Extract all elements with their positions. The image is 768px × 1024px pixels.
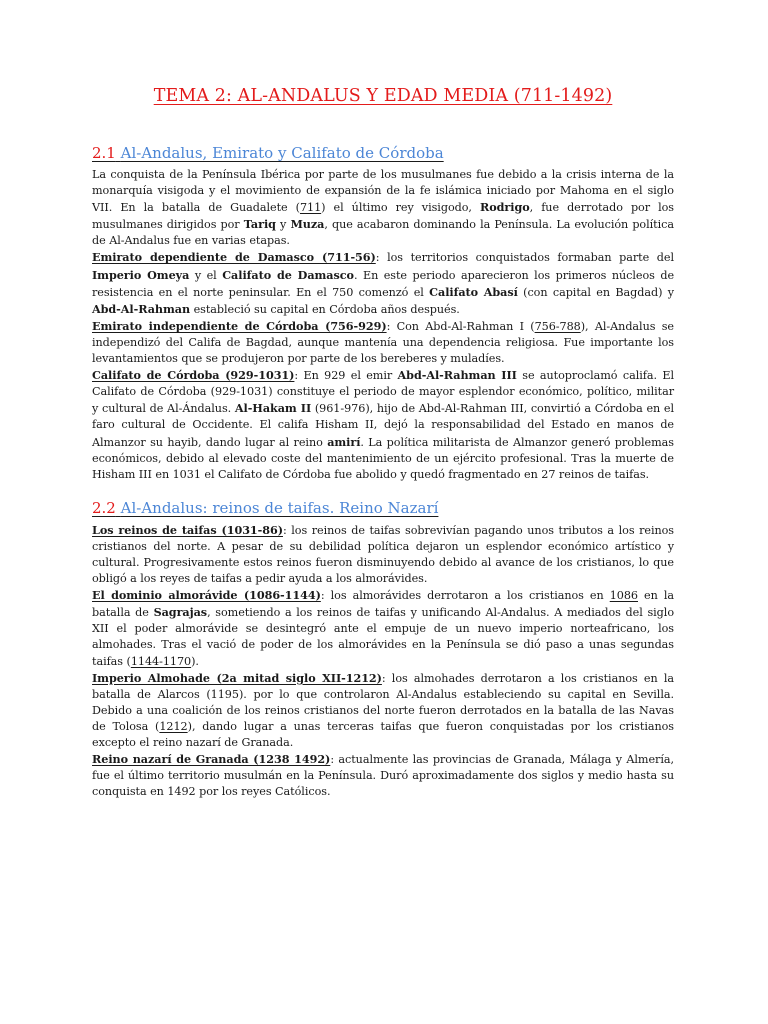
text-run: . En este periodo aparecieron los primeros núcleos de resistencia en el norte peninsular. En el 750 comenzó el [92,268,675,299]
bold-term: Rodrigo [479,200,530,215]
text-run: , sometiendo a los reinos de taifas y unificando Al-Andalus. A mediados del siglo XII el poder almorávide se desintegró ante el empuje de un nuevo imperio norteafricano, los almohades. Tras el vació de poder de los almorávides en la Península se dió paso a unas segundas taifas ( [92,606,675,668]
section-heading [92,144,674,162]
section-title: Al-Andalus: reinos de taifas. Reino Nazarí [120,498,439,517]
period-heading: El dominio almorávide (1086-1144) [92,588,321,603]
text-run: (con capital en Bagdad) y [517,285,674,299]
document-page [92,86,674,800]
bold-term: Al-Hakam II [234,401,312,416]
text-run: : actualmente las provincias de Granada, Málaga y Almería, fue el último territorio musulmán en la Península. Duró aproximadamente dos siglos y medio hasta su conquista en 1492 por los reyes Católicos. [92,753,674,799]
period-heading: Emirato independiente de Córdoba (756-929) [92,318,387,333]
section-2 [92,499,674,801]
text-run: : En 929 el emir [294,369,398,383]
bold-term: Muza [290,217,325,232]
section-number: 2.2 [92,498,116,517]
text-run: ), dando lugar a unas terceras taifas que fueron conquistadas por los cristianos excepto el reino nazarí de Granada. [92,719,675,749]
text-run: : los territorios conquistados formaban parte del [375,251,674,265]
document-title: TEMA 2: AL-ANDALUS Y EDAD MEDIA (711-1492) [153,86,613,106]
underlined-date: 1212 [159,719,188,733]
text-run: y el [189,268,223,282]
section-heading [92,499,674,517]
section-number: 2.1 [92,144,116,162]
bold-term: amirí [327,434,361,449]
paragraph [92,587,674,669]
section-title: Al-Andalus, Emirato y Califato de Córdoba [120,144,444,162]
period-heading: Emirato dependiente de Damasco (711-56) [92,250,376,265]
text-run: ), Al-Andalus se independizó del Califa de Bagdad, aunque mantenía una dependencia religiosa. Fue importante los levantamientos que se produjeron por parte de los bereberes y muladíes. [92,319,674,366]
text-run: , que acabaron dominando la Península. La evolución política de Al-Andalus fue en varias etapas. [92,218,674,248]
text-run: : los almorávides derrotaron a los cristianos en [320,589,610,603]
bold-term: Imperio Omeya [92,267,190,282]
text-run: : los reinos de taifas sobrevivían pagando unos tributos a los reinos cristianos del norte. A pesar de su debilidad política dejaron un esplendor económico artístico y cultural. Progresivamente estos reinos fueron disminuyendo debido al avance de los cristianos, lo que obligó a los reyes de taifas a pedir ayuda a los almorávides. [92,523,675,586]
period-heading: Imperio Almohade (2a mitad siglo XII-1212) [92,670,382,685]
paragraph [92,367,674,483]
text-run: (961-976), hijo de Abd-Al-Rahman III, convirtió a Córdoba en el faro cultural de Occidente. El califa Hisham II, dejó la responsabilidad del Estado en manos de Almanzor su hayib, dando lugar al reino [92,402,674,449]
text-run: La conquista de la Península Ibérica por parte de los musulmanes fue debido a la crisis interna de la monarquía visigoda y el movimiento de expansión de la fe islámica iniciado por Mahoma en el siglo VII. En la batalla de Guadalete ( [92,168,674,215]
bold-term: Abd-Al-Rahman III [397,368,517,383]
text-run: : los almohades derrotaron a los cristianos en la batalla de Alarcos (1195). por lo que controlaron Al-Andalus estableciendo su capital en Sevilla. Debido a una coalición de los reinos cristianos del norte fueron derrotados en la batalla de las Navas de Tolosa ( [92,671,674,733]
text-run: , fue derrotado por los musulmanes dirigidos por [92,201,674,232]
text-run: se autoproclamó califa. El Califato de Córdoba (929-1031) constituye el periodo de mayor esplendor económico, político, militar y cultural de Al-Ándalus. [92,369,674,416]
underlined-date: 756-788 [534,319,581,333]
text-run: estableció su capital en Córdoba años después. [190,302,460,316]
paragraph [92,670,674,751]
bold-term: Sagrajas [153,605,208,620]
text-run: ) el último rey visigodo, [321,201,480,215]
underlined-date: 1144-1170 [130,654,192,668]
text-run: ). [191,654,199,668]
section-1 [92,144,674,483]
bold-term: Califato de Damasco [222,267,354,282]
text-run: : Con Abd-Al-Rahman I ( [386,319,535,333]
period-heading: Los reinos de taifas (1031-86) [92,522,283,537]
bold-term: Tariq [243,217,276,232]
bold-term: Abd-Al-Rahman [92,301,191,316]
text-run: en la batalla de [92,589,674,620]
period-heading: Califato de Córdoba (929-1031) [92,368,295,383]
paragraph [92,249,674,317]
bold-term: Califato Abasí [429,284,518,299]
paragraph [92,522,674,587]
paragraph [92,751,674,800]
underlined-date: 711 [299,201,322,215]
period-heading: Reino nazarí de Granada (1238 1492) [92,752,331,767]
paragraph [92,167,674,249]
text-run: . La política militarista de Almanzor generó problemas económicos, debido al elevado coste del mantenimiento de un ejército profesional. Tras la muerte de Hisham III en 1031 el Califato de Córdoba fue abolido y quedó fragmentado en 27 reinos de taifas. [92,435,674,481]
underlined-date: 1086 [609,589,638,603]
paragraph [92,318,674,367]
text-run: y [275,218,291,232]
